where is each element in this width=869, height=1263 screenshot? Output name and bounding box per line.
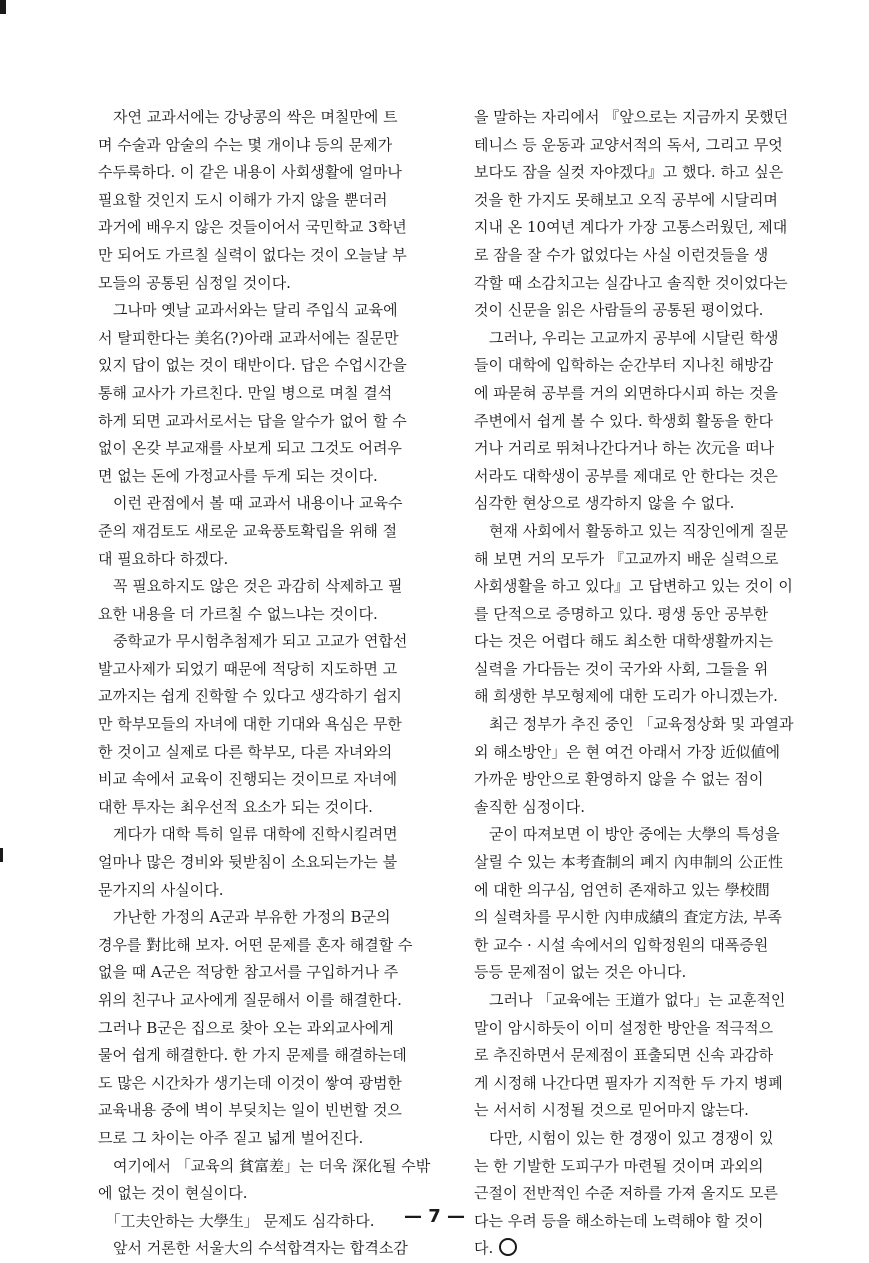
text-line: 요한 내용을 더 가르칠 수 없느냐는 것이다. bbox=[98, 604, 378, 623]
text-line: 의 실력차를 무시한 內申成績의 査定方法, 부족 bbox=[474, 908, 783, 927]
text-line: 굳이 따져보면 이 방안 중에는 大學의 특성을 bbox=[474, 825, 780, 844]
text-line: 게다가 대학 특히 일류 대학에 진학시킬려면 bbox=[98, 825, 398, 844]
text-line: 서 탈피한다는 美名(?)아래 교과서에는 질문만 bbox=[98, 328, 399, 347]
text-line: 에 없는 것이 현실이다. bbox=[98, 1184, 248, 1203]
text-line: 주변에서 쉽게 볼 수 있다. 학생회 활동을 한다 bbox=[474, 411, 773, 430]
page-number: — 7 — bbox=[403, 1206, 466, 1227]
text-line: 보다도 잠을 실컷 자야겠다』고 했다. 하고 싶은 bbox=[474, 163, 784, 182]
text-line: 물어 쉽게 해결한다. 한 가지 문제를 해결하는데 bbox=[98, 1046, 407, 1065]
text-line: 있지 답이 없는 것이 태반이다. 답은 수업시간을 bbox=[98, 356, 407, 375]
text-line: 각할 때 소감치고는 실감나고 솔직한 것이었다는 bbox=[474, 273, 788, 292]
text-line: 그러나, 우리는 고교까지 공부에 시달린 학생 bbox=[474, 328, 779, 347]
text-line: 준의 재검토도 새로운 교육풍토확립을 위해 절 bbox=[98, 521, 398, 540]
text-line: 통해 교사가 가르친다. 만일 병으로 며칠 결석 bbox=[98, 383, 393, 402]
text-line: 것을 한 가지도 못해보고 오직 공부에 시달리며 bbox=[474, 190, 778, 209]
text-line: 만 되어도 가르칠 실력이 없다는 것이 오늘날 부 bbox=[98, 245, 407, 264]
text-line: 므로 그 차이는 아주 짙고 넓게 벌어진다. bbox=[98, 1128, 364, 1147]
text-line: 를 단적으로 증명하고 있다. 평생 동안 공부한 bbox=[474, 604, 769, 623]
text-line: 얼마나 많은 경비와 뒷받침이 소요되는가는 불 bbox=[98, 853, 398, 872]
text-line: 다는 것은 어렵다 해도 최소한 대학생활까지는 bbox=[474, 632, 774, 651]
text-line: 로 잠을 잘 수가 없었다는 사실 이런것들을 생 bbox=[474, 245, 769, 264]
text-line: 그나마 옛날 교과서와는 달리 주입식 교육에 bbox=[98, 301, 398, 320]
text-line: 수두룩하다. 이 같은 내용이 사회생활에 얼마나 bbox=[98, 163, 402, 182]
scan-edge-mark bbox=[0, 848, 3, 862]
left-text-column bbox=[98, 104, 448, 1263]
text-line: 는 한 기발한 도피구가 마련될 것이며 과외의 bbox=[474, 1156, 764, 1175]
text-line: 다는 우려 등을 해소하는데 노력해야 할 것이 bbox=[474, 1211, 764, 1230]
end-of-article-circle-icon bbox=[499, 1238, 517, 1256]
text-line: 들이 대학에 입학하는 순간부터 지나친 해방감 bbox=[474, 356, 774, 375]
text-line: 지내 온 10여년 계다가 가장 고통스러웠던, 제대 bbox=[474, 218, 788, 237]
text-line: 게 시정해 나간다면 필자가 지적한 두 가지 병폐 bbox=[474, 1073, 783, 1092]
text-line: 필요할 것인지 도시 이해가 가지 않을 뿐더러 bbox=[98, 190, 388, 209]
text-line: 위의 친구나 교사에게 질문해서 이를 해결한다. bbox=[98, 991, 402, 1009]
text-line: 「工夫안하는 大學生」 문제도 심각하다. bbox=[98, 1211, 375, 1230]
text-line: 등등 문제점이 없는 것은 아니다. bbox=[474, 963, 687, 982]
text-line: 없이 온갖 부교재를 사보게 되고 그것도 어려우 bbox=[98, 439, 402, 458]
text-line: 중학교가 무시험추첨제가 되고 고교가 연합선 bbox=[98, 632, 408, 651]
text-line: 테니스 등 운동과 교양서적의 독서, 그리고 무엇 bbox=[474, 135, 783, 154]
text-line: 모들의 공통된 심정일 것이다. bbox=[98, 273, 291, 292]
text-line: 없을 때 A군은 적당한 참고서를 구입하거나 주 bbox=[98, 963, 399, 982]
text-line: 다만, 시험이 있는 한 경쟁이 있고 경쟁이 있 bbox=[474, 1128, 774, 1147]
text-line: 면 없는 돈에 가정교사를 두게 되는 것이다. bbox=[98, 466, 378, 485]
text-line: 대한 투자는 최우선적 요소가 되는 것이다. bbox=[98, 797, 373, 816]
text-line: 가까운 방안으로 환영하지 않을 수 없는 점이 bbox=[474, 770, 764, 789]
text-line: 사회생활을 하고 있다』고 답변하고 있는 것이 이 bbox=[474, 577, 793, 596]
text-line: 과거에 배우지 않은 것들이어서 국민학교 3학년 bbox=[98, 218, 407, 237]
text-line: 문가지의 사실이다. bbox=[98, 880, 224, 899]
text-line: 경우를 對比해 보자. 어떤 문제를 혼자 해결할 수 bbox=[98, 935, 413, 954]
text-line: 는 서서히 시정될 것으로 믿어마지 않는다. bbox=[474, 1101, 749, 1120]
text-line: 솔직한 심정이다. bbox=[474, 797, 585, 816]
text-line: 실력을 가다듬는 것이 국가와 사회, 그들을 위 bbox=[474, 659, 769, 678]
text-line: 가난한 가정의 A군과 부유한 가정의 B군의 bbox=[98, 908, 391, 927]
text-line: 외 해소방안」은 현 여건 아래서 가장 近似値에 bbox=[474, 742, 780, 761]
right-text-column bbox=[474, 104, 824, 1263]
text-line: 발고사제가 되었기 때문에 적당히 지도하면 고 bbox=[98, 659, 398, 678]
scan-corner-mark bbox=[0, 0, 6, 14]
text-line: 교육내용 중에 벽이 부딪치는 일이 빈번할 것으 bbox=[98, 1101, 402, 1120]
text-line: 거나 거리로 뛰쳐나간다거나 하는 次元을 떠나 bbox=[474, 439, 775, 458]
text-line: 서라도 대학생이 공부를 제대로 안 한다는 것은 bbox=[474, 466, 778, 485]
text-line: 비교 속에서 교육이 진행되는 것이므로 자녀에 bbox=[98, 770, 398, 789]
text-line: 여기에서 「교육의 貧富差」는 더욱 深化될 수밖 bbox=[98, 1156, 431, 1175]
text-line: 해 보면 거의 모두가 『고교까지 배운 실력으로 bbox=[474, 549, 779, 568]
text-line: 살릴 수 있는 本考査制의 폐지 內申制의 公正性 bbox=[474, 853, 784, 872]
text-line: 앞서 거론한 서울大의 수석합격자는 합격소감 bbox=[98, 1239, 408, 1258]
text-line: 며 수술과 암술의 수는 몇 개이냐 등의 문제가 bbox=[98, 135, 393, 154]
text-line: 현재 사회에서 활동하고 있는 직장인에게 질문 bbox=[474, 521, 789, 540]
text-line: 하게 되면 교과서로서는 답을 알수가 없어 할 수 bbox=[98, 411, 407, 430]
text-line: 대 필요하다 하겠다. bbox=[98, 549, 229, 568]
text-line: 로 추진하면서 문제점이 표출되면 신속 과감하 bbox=[474, 1046, 774, 1065]
text-line: 이런 관점에서 볼 때 교과서 내용이나 교육수 bbox=[98, 494, 403, 513]
text-line: 한 것이고 실제로 다른 학부모, 다른 자녀와의 bbox=[98, 742, 393, 761]
text-line: 만 학부모들의 자녀에 대한 기대와 욕심은 무한 bbox=[98, 715, 402, 734]
text-line: 말이 암시하듯이 이미 설정한 방안을 적극적으 bbox=[474, 1018, 774, 1037]
text-line: 에 대한 의구심, 엄연히 존재하고 있는 學校間 bbox=[474, 880, 770, 899]
text-line: 을 말하는 자리에서 『앞으로는 지금까지 못했던 bbox=[474, 108, 789, 126]
text-line: 최근 정부가 추진 중인 「교육정상화 및 과열과 bbox=[474, 715, 794, 734]
text-line: 한 교수 · 시설 속에서의 입학정원의 대폭증원 bbox=[474, 935, 769, 954]
text-line: 다. bbox=[474, 1235, 824, 1263]
text-line: 교까지는 쉽게 진학할 수 있다고 생각하기 쉽지 bbox=[98, 687, 402, 706]
text-line: 도 많은 시간차가 생기는데 이것이 쌓여 광범한 bbox=[98, 1073, 402, 1092]
text-line: 꼭 필요하지도 않은 것은 과감히 삭제하고 필 bbox=[98, 577, 403, 596]
text-line: 그러나 B군은 집으로 찾아 오는 과외교사에게 bbox=[98, 1018, 394, 1037]
text-line: 것이 신문을 읽은 사람들의 공통된 평이었다. bbox=[474, 301, 764, 320]
text-line: 근절이 전반적인 수준 저하를 가져 올지도 모른 bbox=[474, 1184, 778, 1203]
text-line: 자연 교과서에는 강낭콩의 싹은 며칠만에 트 bbox=[98, 108, 398, 126]
text-line: 에 파묻혀 공부를 거의 외면하다시피 하는 것을 bbox=[474, 383, 778, 402]
text-line: 해 희생한 부모형제에 대한 도리가 아니겠는가. bbox=[474, 687, 778, 706]
text-line: 그러나 「교육에는 王道가 없다」는 교훈적인 bbox=[474, 991, 786, 1009]
text-line: 심각한 현상으로 생각하지 않을 수 없다. bbox=[474, 494, 735, 513]
